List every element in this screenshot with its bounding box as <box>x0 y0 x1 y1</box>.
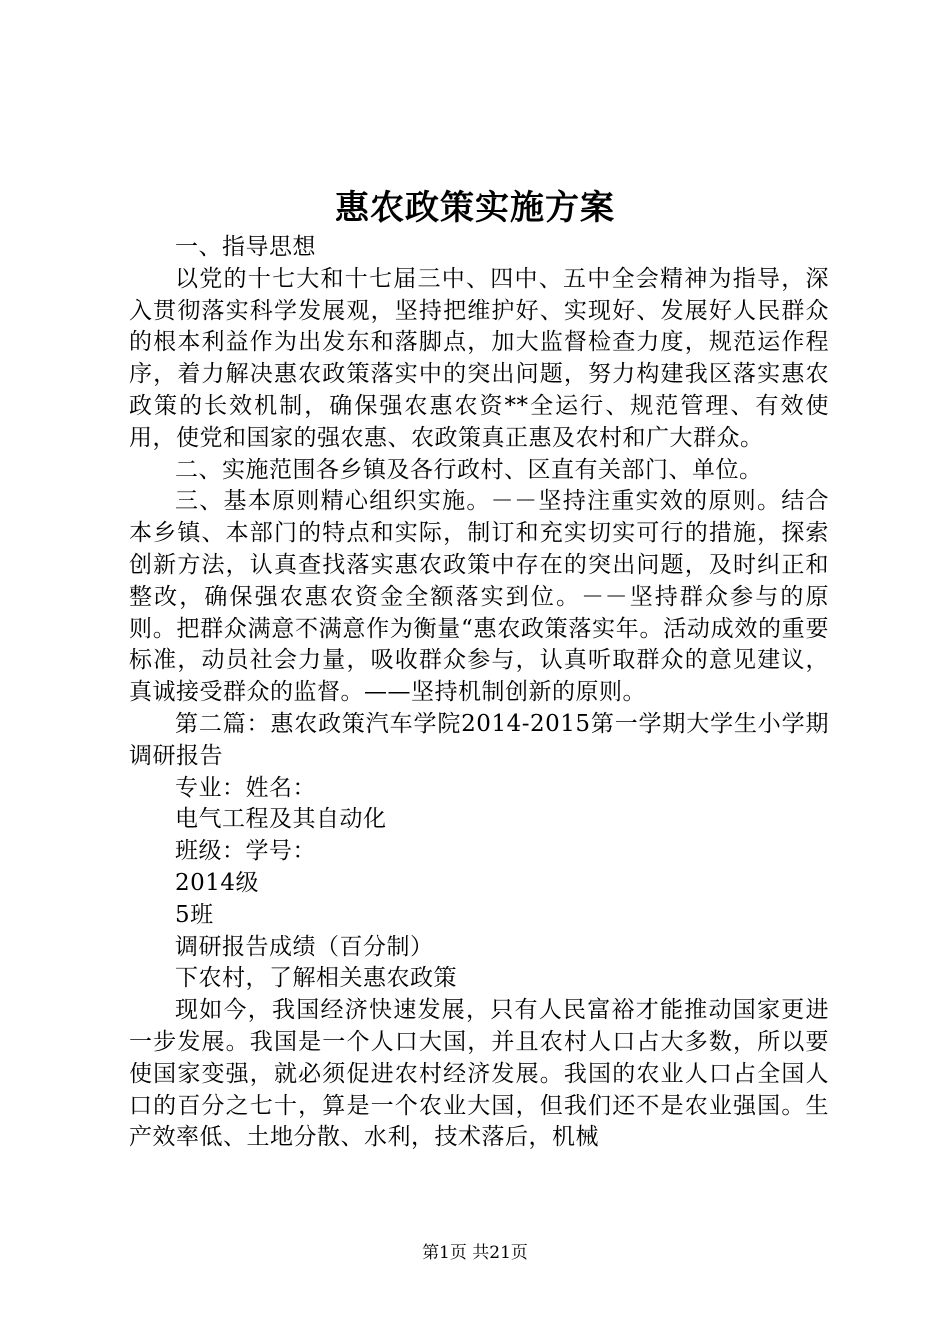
document-body <box>129 232 829 1154</box>
paragraph-second-article-title: 第二篇：惠农政策汽车学院2014-2015第一学期大学生小学期调研报告 <box>129 710 829 769</box>
page-indicator: 第1页 共21页 <box>422 1243 528 1263</box>
report-subtitle: 下农村，了解相关惠农政策 <box>175 965 457 992</box>
document-title: 惠农政策实施方案 <box>335 188 615 228</box>
field-class-id: 班级：学号： <box>175 838 316 865</box>
paragraph-scope: 二、实施范围各乡镇及各行政村、区直有关部门、单位。 <box>175 456 763 483</box>
section-heading-guiding-thought: 一、指导思想 <box>175 234 316 260</box>
field-class: 5班 <box>175 901 214 928</box>
field-year: 2014级 <box>175 869 260 896</box>
field-grade: 调研报告成绩（百分制） <box>175 933 434 960</box>
paragraph-introduction: 现如今，我国经济快速发展，只有人民富裕才能推动国家更进一步发展。我国是一个人口大国，并且农村人口占大多数，所以要使国家变强，就必须促进农村经济发展。我国的农业人口占全国人口的百分之七十，算是一个农业大国，但我们还不是农业强国。生产效率低、土地分散、水利，技术落后，机械 <box>129 997 829 1151</box>
paragraph-principles: 三、基本原则精心组织实施。－－坚持注重实效的原则。结合本乡镇、本部门的特点和实际，制订和充实切实可行的措施，探索创新方法，认真查找落实惠农政策中存在的突出问题，及时纠正和整改，确保强农惠农资金全额落实到位。－－坚持群众参与的原则。把群众满意不满意作为衡量“惠农政策落实年。活动成效的重要标准，动员社会力量，吸收群众参与，认真听取群众的意见建议，真诚接受群众的监督。——坚持机制创新的原则。 <box>129 488 829 706</box>
field-major-name: 专业：姓名： <box>175 774 316 801</box>
field-major-value: 电气工程及其自动化 <box>175 806 387 833</box>
paragraph-guiding-thought: 以党的十七大和十七届三中、四中、五中全会精神为指导，深入贯彻落实科学发展观，坚持把维护好、实现好、发展好人民群众的根本利益作为出发东和落脚点，加大监督检查力度，规范运作程序，着力解决惠农政策落实中的突出问题，努力构建我区落实惠农政策的长效机制，确保强农惠农资**全运行、规范管理、有效使用，使党和国家的强农惠、农政策真正惠及农村和广大群众。 <box>129 265 829 451</box>
